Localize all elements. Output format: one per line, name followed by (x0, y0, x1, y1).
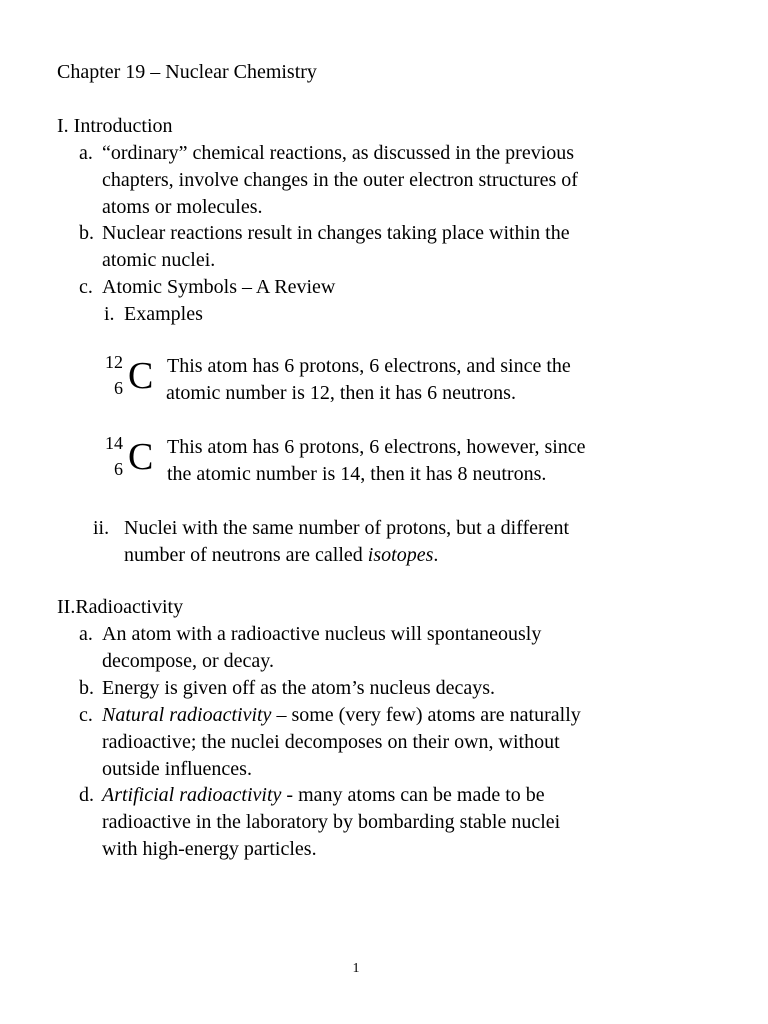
item-marker-c: c. (79, 276, 93, 298)
element-symbol: C (128, 436, 154, 478)
item-c-line-1 (102, 702, 581, 729)
nuclide-symbol-c14 (105, 433, 165, 487)
item-c-line-1: Atomic Symbols – A Review (102, 276, 336, 298)
element-symbol: C (128, 355, 154, 397)
item-d-line-1-rest: - many atoms can be made to be (281, 784, 545, 806)
section-heading-text: Radioactivity (75, 596, 184, 618)
example-1-line-2: atomic number is 12, then it has 6 neutrons. (166, 382, 516, 404)
page-title: Chapter 19 – Nuclear Chemistry (57, 61, 317, 83)
item-c-line-1-rest: – some (very few) atoms are naturally (271, 704, 581, 726)
section-heading-introduction: I. Introduction (57, 115, 173, 137)
section-heading-radioactivity (57, 594, 183, 621)
subitem-i-text: Examples (124, 303, 203, 325)
item-marker-c: c. (79, 704, 93, 726)
nuclide-symbol-c12 (105, 352, 165, 406)
item-b-line-2: atomic nuclei. (102, 249, 216, 271)
item-marker-a: a. (79, 623, 93, 645)
item-marker-d: d. (79, 784, 94, 806)
example-2-line-2: the atomic number is 14, then it has 8 neutrons. (167, 463, 547, 485)
item-d-line-3: with high-energy particles. (102, 838, 317, 860)
item-b-line-1: Energy is given off as the atom’s nucleus decays. (102, 677, 496, 699)
section-number: II. (57, 596, 76, 618)
item-c-line-2: radioactive; the nuclei decomposes on their own, without (102, 731, 560, 753)
subitem-ii-period: . (433, 544, 439, 566)
item-marker-b: b. (79, 222, 94, 244)
subitem-marker-i: i. (104, 303, 115, 325)
example-1-line-1: This atom has 6 protons, 6 electrons, and since the (167, 355, 571, 377)
item-a-line-2: decompose, or decay. (102, 650, 274, 672)
atomic-number: 6 (114, 459, 123, 479)
term-natural-radioactivity: Natural radioactivity (102, 704, 272, 726)
term-artificial-radioactivity: Artificial radioactivity (102, 784, 282, 806)
item-a-line-3: atoms or molecules. (102, 196, 263, 218)
subitem-ii-line-2-text: number of neutrons are called (124, 544, 368, 566)
term-isotopes: isotopes (367, 544, 434, 566)
item-d-line-1 (102, 782, 545, 809)
example-2-line-1: This atom has 6 protons, 6 electrons, however, since (167, 436, 586, 458)
mass-number: 12 (105, 352, 123, 372)
atomic-number: 6 (114, 378, 123, 398)
item-d-line-2: radioactive in the laboratory by bombarding stable nuclei (102, 811, 561, 833)
item-c-line-3: outside influences. (102, 758, 252, 780)
item-a-line-1: “ordinary” chemical reactions, as discussed in the previous (102, 142, 575, 164)
item-a-line-1: An atom with a radioactive nucleus will spontaneously (102, 623, 542, 645)
item-a-line-2: chapters, involve changes in the outer electron structures of (102, 169, 578, 191)
item-marker-a: a. (79, 142, 93, 164)
subitem-marker-ii: ii. (93, 517, 110, 539)
page-number: 1 (352, 961, 360, 976)
item-marker-b: b. (79, 677, 94, 699)
subitem-ii-line-2 (124, 542, 438, 569)
item-b-line-1: Nuclear reactions result in changes taking place within the (102, 222, 570, 244)
mass-number: 14 (105, 433, 123, 453)
subitem-ii-line-1: Nuclei with the same number of protons, but a different (124, 517, 570, 539)
